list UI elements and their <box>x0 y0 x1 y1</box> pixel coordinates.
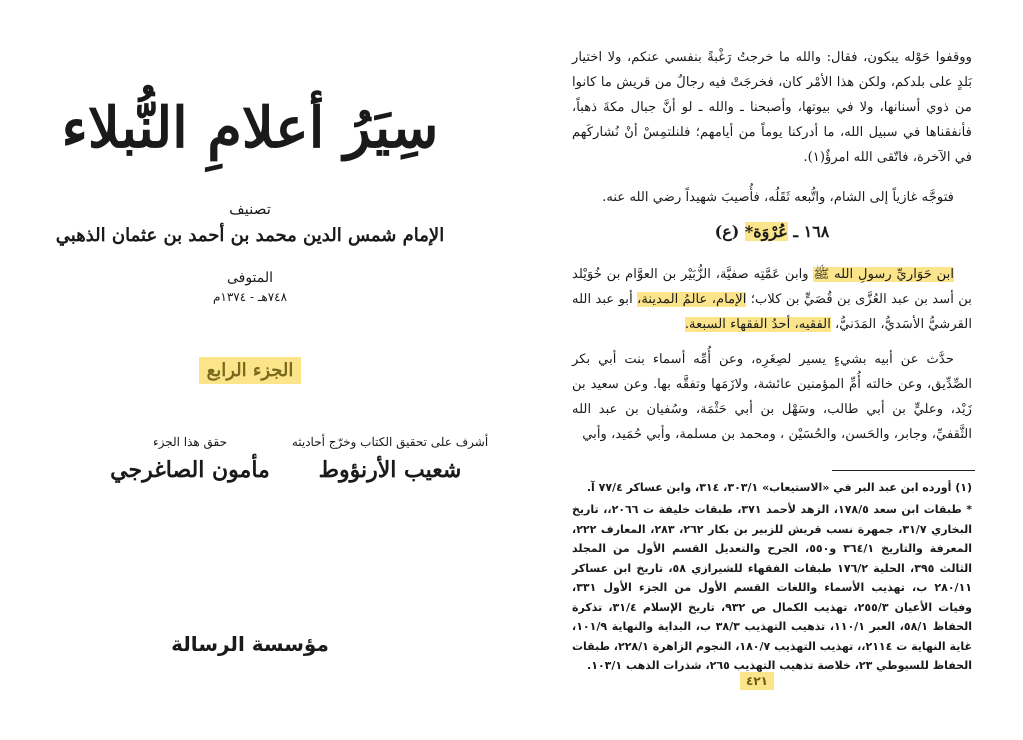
footnote-sources: * طبقات ابن سعد ١٧٨/٥، الزهد لأحمد ٣٧١، طبقات خليفة ت ٢٠٦٦،، تاريخ البخاري ٣١/٧، جمهرة نسب قريش للزبير بن بكار ٢٦٢، ٢٨٣، المعارف ٢٢٢، المعرفة والتاريخ ٣٦٤/١ و٥٥٠، الجرح والتعديل القسم الأول من المجلد الثالث ٣٩٥، الحلية ١٧٦/٢ طبقات الفقهاء للشيرازي ٥٨، تاريخ ابن عساكر ٢٨٠/١١ ب، تهذيب الأسماء واللغات القسم الأول من الجزء الأول ٣٣١، وفيات الأعيان ٢٥٥/٣، تهذيب الكمال ص ٩٣٢، تاريخ الإسلام ٣١/٤، تذكرة الحفاظ ٥٨/١، العبر ١١٠/١، تذهيب التهذيب ٣٨/٣ ب، البداية والنهاية ١٠١/٩، غاية النهاية ت ٢١١٤،، تهذيب التهذيب ١٨٠/٧، النجوم الزاهرة ٢٢٨/١، طبقات الحفاظ للسيوطي ٢٣، خلاصة تذهيب التهذيب ٢٦٥، شذرات الذهب ١٠٣/١. <box>572 503 973 672</box>
died-label: المتوفى <box>226 270 274 286</box>
paragraph-2-text: فتوجَّه غازياً إلى الشام، واتُّبعه ثَقَلُه، فأُصيبَ شهيداً رضي الله عنه. <box>602 190 954 205</box>
supervisor-label: أشرف على تحقيق الكتاب وخرّج أحاديثه <box>291 435 489 449</box>
bio-highlight-3: الفقيه، أحدُ الفقهاء السبعة. <box>684 317 831 332</box>
bio-highlight-2: الإمام، عالمُ المدينة، <box>637 292 747 307</box>
page-number: ٤٢١ <box>740 672 774 690</box>
paragraph-4 <box>572 347 972 447</box>
compiled-label: تصنيف <box>229 200 271 218</box>
bio-text-2: أبو عبد الله القرشيُّ الأسَديُّ، المَدَنيُّ، <box>572 292 972 332</box>
author-name: الإمام شمس الدين محمد بن أحمد بن عثمان الذهبي <box>55 225 445 246</box>
supervisor-block <box>290 435 490 483</box>
bio-text-1: وابن عَمَّتِه صفيَّة، الزُّبَيْر بن العوَّام بن خُوَيْلد بن أسد بن عبد العُزَّى بن قُصَيٍّ بن كلاب؛ <box>572 267 972 307</box>
left-page-title <box>0 0 500 740</box>
died-dates: ٧٤٨هـ - ١٣٧٤م <box>212 290 288 304</box>
entry-symbol: (ع) <box>714 222 740 241</box>
publisher-logo: مؤسسة الرسالة <box>171 632 329 656</box>
paragraph-2 <box>572 185 972 210</box>
supervisor-name: شعيب الأرنؤوط <box>318 457 462 483</box>
bio-highlight-1: ابن حَوَاريِّ رسولِ الله ﷺ <box>813 267 954 282</box>
editor-block <box>105 435 275 483</box>
biography-paragraph <box>572 262 972 337</box>
volume-highlight: الجزء الرابع <box>199 357 302 384</box>
entry-number: ١٦٨ ـ <box>793 222 830 241</box>
editor-label: حقق هذا الجزء <box>152 435 228 449</box>
editor-name: مأمون الصاغرجي <box>110 457 270 483</box>
paragraph-1: ووقفوا حَوْله يبكون، فقال: والله ما خرجتُ رَغْبةً بنفسي عنكم، ولا اختيار بَلدٍ على بلدكم، ولكن هذا الأمْر كان، فخرجَتْ فيه رجالٌ من قريش ما كانوا من ذوي أسنانها، ولا في بيوتها، وأصبحنا ـ والله ـ لو أنَّ جبال مكةَ ذهباً، فأنفقناها في سبيل الله، ما أدركنا يوماً من أيامهم؛ فلنلتمِسْ أنْ نُشاركَهم في الآخرة، فاتّقى الله امرؤٌ(١). <box>572 50 972 165</box>
entry-name: عُرْوَة* <box>744 222 788 241</box>
book-title: سِيَرُ أعلامِ النُّبلاء <box>61 95 439 161</box>
paragraph-4-text: حدَّث عن أبيه بشيءٍ يسير لصِغَرِه، وعن أُمِّه أسماء بنت أبي بكر الصِّدِّيق، وعن خالته أُمِّ المؤمنين عائشة، ولازَمَها وتفقَّه بها. وعن سعيد بن زَيْد، وعليٍّ بن أبي طالب، وسَهْل بن أبي حَثْمَة، وسُفيان بن عبد الله الثَّقفيِّ، وجابر، والحَسن، والحُسَيْن ، ومحمد بن مسلمة، وأبي حُمَيد، وأبي <box>572 352 972 442</box>
entry-heading <box>572 222 972 241</box>
volume-label <box>0 357 500 384</box>
footnote-1: (١) أورده ابن عبد البر في «الاستيعاب» ٣٠٣/١، ٣١٤، وابن عساكر ٧٧/٤ آ. <box>586 481 972 494</box>
footnote-divider <box>832 470 975 471</box>
right-page-text <box>500 0 1023 740</box>
